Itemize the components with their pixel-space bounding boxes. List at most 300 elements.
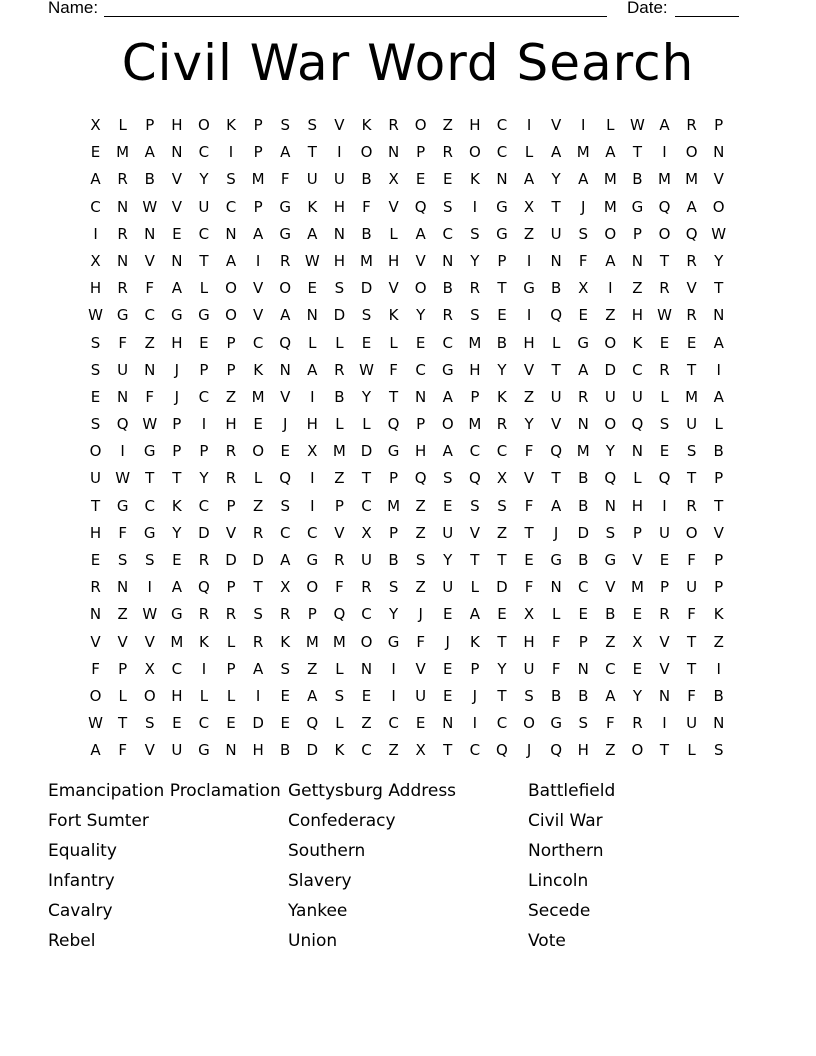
grid-letter[interactable]: S — [280, 659, 290, 678]
grid-letter[interactable]: J — [526, 741, 532, 760]
grid-letter[interactable]: G — [116, 496, 129, 515]
grid-letter[interactable]: U — [686, 714, 698, 733]
grid-letter[interactable]: T — [497, 686, 507, 705]
grid-letter[interactable]: G — [387, 442, 400, 461]
grid-letter[interactable]: P — [172, 442, 182, 461]
grid-letter[interactable]: P — [118, 659, 128, 678]
grid-letter[interactable]: R — [198, 551, 210, 569]
grid-letter[interactable]: D — [252, 551, 264, 569]
grid-letter[interactable]: Y — [416, 306, 426, 325]
grid-letter[interactable]: P — [714, 578, 724, 597]
grid-letter[interactable]: I — [201, 415, 207, 434]
grid-letter[interactable]: P — [226, 578, 236, 597]
grid-letter[interactable]: Z — [605, 306, 616, 325]
grid-letter[interactable]: V — [551, 415, 562, 434]
grid-letter[interactable]: T — [659, 251, 670, 270]
grid-letter[interactable]: G — [387, 632, 400, 651]
grid-letter[interactable]: O — [306, 578, 319, 597]
grid-letter[interactable]: E — [280, 714, 290, 733]
grid-letter[interactable]: F — [362, 197, 371, 216]
grid-letter[interactable]: C — [469, 741, 481, 760]
grid-letter[interactable]: X — [632, 632, 643, 651]
grid-letter[interactable]: L — [253, 469, 263, 488]
grid-letter[interactable]: Z — [523, 224, 535, 243]
grid-letter[interactable]: S — [686, 442, 697, 461]
grid-letter[interactable]: A — [90, 741, 101, 760]
grid-letter[interactable]: C — [605, 659, 616, 678]
grid-letter[interactable]: F — [335, 578, 344, 597]
grid-letter[interactable]: V — [90, 632, 101, 651]
grid-letter[interactable]: P — [416, 143, 426, 162]
grid-letter[interactable]: E — [443, 686, 453, 705]
grid-letter[interactable]: I — [337, 143, 342, 162]
grid-letter[interactable]: U — [659, 523, 670, 542]
grid-letter[interactable]: W — [88, 306, 103, 325]
grid-letter[interactable]: C — [496, 116, 508, 134]
grid-letter[interactable]: R — [117, 224, 128, 243]
grid-letter[interactable]: E — [578, 306, 588, 325]
grid-letter[interactable]: L — [633, 469, 642, 488]
grid-letter[interactable]: N — [550, 251, 562, 270]
grid-letter[interactable]: Y — [551, 170, 561, 189]
grid-letter[interactable]: T — [497, 632, 507, 651]
grid-letter[interactable]: S — [361, 306, 372, 325]
grid-letter[interactable]: V — [334, 116, 345, 134]
grid-letter[interactable]: N — [577, 415, 589, 434]
grid-letter[interactable]: D — [198, 523, 210, 542]
grid-letter[interactable]: S — [253, 605, 263, 624]
grid-letter[interactable]: C — [225, 197, 237, 216]
grid-letter[interactable]: A — [307, 224, 318, 243]
grid-letter[interactable]: R — [252, 632, 264, 651]
grid-letter[interactable]: C — [496, 143, 508, 162]
grid-letter[interactable]: H — [333, 251, 346, 270]
grid-letter[interactable]: D — [252, 714, 264, 733]
grid-letter[interactable]: P — [334, 496, 344, 515]
grid-letter[interactable]: I — [391, 659, 396, 678]
grid-letter[interactable]: Z — [388, 741, 399, 760]
grid-letter[interactable]: X — [307, 442, 318, 461]
grid-letter[interactable]: R — [442, 143, 453, 162]
grid-letter[interactable]: A — [551, 496, 562, 515]
grid-letter[interactable]: E — [90, 551, 101, 569]
grid-letter[interactable]: A — [280, 143, 291, 162]
grid-letter[interactable]: C — [307, 523, 318, 542]
grid-letter[interactable]: Q — [658, 469, 671, 488]
grid-letter[interactable]: T — [687, 632, 697, 651]
grid-letter[interactable]: C — [171, 659, 183, 678]
grid-letter[interactable]: Q — [333, 605, 346, 624]
grid-letter[interactable]: S — [280, 116, 290, 134]
grid-letter[interactable]: I — [120, 442, 125, 461]
grid-letter[interactable]: K — [388, 306, 399, 325]
grid-letter[interactable]: P — [145, 116, 155, 134]
grid-letter[interactable]: E — [524, 551, 534, 569]
grid-letter[interactable]: N — [442, 714, 454, 733]
grid-letter[interactable]: Q — [604, 469, 617, 488]
grid-letter[interactable]: V — [551, 116, 562, 134]
grid-letter[interactable]: F — [91, 659, 100, 678]
grid-letter[interactable]: I — [581, 116, 586, 134]
grid-letter[interactable]: X — [578, 279, 589, 298]
grid-letter[interactable]: X — [90, 116, 101, 134]
grid-letter[interactable]: K — [713, 605, 724, 624]
grid-letter[interactable]: E — [578, 605, 588, 624]
grid-letter[interactable]: A — [713, 333, 724, 352]
grid-letter[interactable]: F — [606, 714, 615, 733]
grid-letter[interactable]: J — [174, 360, 180, 379]
grid-letter[interactable]: L — [199, 279, 209, 298]
grid-letter[interactable]: L — [118, 686, 127, 705]
grid-letter[interactable]: T — [714, 496, 724, 515]
grid-letter[interactable]: O — [198, 116, 210, 134]
grid-letter[interactable]: P — [253, 143, 263, 162]
grid-letter[interactable]: O — [604, 224, 617, 243]
grid-letter[interactable]: P — [307, 605, 317, 624]
grid-letter[interactable]: R — [225, 469, 237, 488]
grid-letter[interactable]: K — [361, 116, 372, 134]
grid-letter[interactable]: E — [172, 714, 182, 733]
grid-letter[interactable]: T — [118, 714, 128, 733]
grid-letter[interactable]: U — [442, 523, 454, 542]
grid-letter[interactable]: O — [360, 143, 373, 162]
grid-letter[interactable]: P — [632, 224, 642, 243]
grid-letter[interactable]: U — [550, 387, 562, 406]
grid-letter[interactable]: W — [359, 360, 374, 379]
grid-letter[interactable]: O — [604, 415, 617, 434]
grid-letter[interactable]: I — [310, 496, 315, 515]
grid-letter[interactable]: H — [631, 496, 644, 515]
grid-letter[interactable]: M — [576, 442, 590, 461]
grid-letter[interactable]: B — [713, 442, 724, 461]
grid-letter[interactable]: M — [305, 632, 319, 651]
grid-letter[interactable]: C — [415, 360, 426, 379]
grid-letter[interactable]: S — [470, 306, 480, 325]
grid-letter[interactable]: U — [117, 360, 129, 379]
grid-letter[interactable]: K — [497, 387, 507, 406]
grid-letter[interactable]: H — [252, 741, 264, 760]
grid-letter[interactable]: E — [280, 686, 290, 705]
grid-letter[interactable]: Y — [470, 251, 480, 270]
grid-letter[interactable]: A — [578, 360, 589, 379]
grid-letter[interactable]: P — [226, 333, 236, 352]
grid-letter[interactable]: C — [252, 333, 264, 352]
grid-letter[interactable]: Z — [252, 496, 264, 515]
grid-letter[interactable]: K — [632, 333, 643, 352]
grid-letter[interactable]: M — [468, 333, 482, 352]
grid-letter[interactable]: E — [443, 170, 453, 189]
grid-letter[interactable]: G — [496, 224, 508, 243]
grid-letter[interactable]: D — [306, 741, 319, 760]
grid-letter[interactable]: B — [280, 741, 291, 760]
grid-letter[interactable]: K — [253, 360, 264, 379]
grid-letter[interactable]: D — [360, 442, 373, 461]
grid-letter[interactable]: J — [282, 415, 288, 434]
grid-letter[interactable]: L — [362, 415, 371, 434]
grid-letter[interactable]: I — [662, 496, 667, 515]
grid-letter[interactable]: F — [524, 578, 534, 597]
grid-letter[interactable]: C — [90, 197, 101, 216]
grid-letter[interactable]: N — [550, 578, 562, 597]
grid-letter[interactable]: O — [143, 686, 156, 705]
grid-letter[interactable]: M — [332, 632, 346, 651]
grid-letter[interactable]: T — [551, 197, 561, 216]
grid-letter[interactable]: N — [631, 442, 644, 461]
grid-letter[interactable]: A — [551, 143, 562, 162]
grid-letter[interactable]: F — [524, 442, 534, 461]
grid-letter[interactable]: S — [524, 686, 534, 705]
grid-letter[interactable]: V — [659, 659, 670, 678]
grid-letter[interactable]: N — [225, 224, 237, 243]
grid-letter[interactable]: D — [333, 306, 346, 325]
grid-letter[interactable]: V — [334, 523, 345, 542]
grid-letter[interactable]: A — [578, 170, 589, 189]
grid-letter[interactable]: L — [335, 415, 344, 434]
grid-letter[interactable]: L — [470, 578, 480, 597]
grid-letter[interactable]: B — [713, 686, 724, 705]
grid-letter[interactable]: I — [662, 714, 667, 733]
grid-letter[interactable]: R — [686, 251, 697, 270]
grid-letter[interactable]: Q — [550, 442, 563, 461]
grid-letter[interactable]: A — [171, 578, 182, 597]
grid-letter[interactable]: B — [578, 496, 589, 515]
grid-letter[interactable]: G — [550, 551, 562, 569]
grid-letter[interactable]: A — [307, 360, 318, 379]
grid-letter[interactable]: X — [280, 578, 291, 597]
grid-letter[interactable]: A — [171, 279, 182, 298]
grid-letter[interactable]: C — [442, 224, 453, 243]
grid-letter[interactable]: E — [443, 605, 453, 624]
grid-letter[interactable]: O — [685, 143, 698, 162]
grid-letter[interactable]: S — [415, 551, 426, 569]
grid-letter[interactable]: I — [526, 116, 532, 134]
grid-letter[interactable]: M — [603, 197, 617, 216]
grid-letter[interactable]: X — [144, 659, 155, 678]
grid-letter[interactable]: T — [497, 551, 507, 569]
grid-letter[interactable]: P — [416, 415, 426, 434]
grid-letter[interactable]: T — [90, 496, 101, 515]
grid-letter[interactable]: R — [334, 551, 345, 569]
grid-letter[interactable]: H — [415, 442, 427, 461]
grid-letter[interactable]: H — [171, 116, 183, 134]
grid-letter[interactable]: G — [143, 523, 156, 542]
grid-letter[interactable]: C — [144, 306, 155, 325]
grid-letter[interactable]: V — [605, 578, 616, 597]
grid-letter[interactable]: B — [550, 279, 562, 298]
grid-letter[interactable]: B — [334, 387, 345, 406]
grid-letter[interactable]: O — [414, 279, 427, 298]
grid-letter[interactable]: G — [631, 197, 644, 216]
grid-letter[interactable]: F — [145, 387, 155, 406]
grid-letter[interactable]: V — [686, 279, 697, 298]
grid-letter[interactable]: T — [361, 469, 372, 488]
grid-letter[interactable]: S — [90, 360, 101, 379]
grid-letter[interactable]: T — [253, 578, 263, 597]
grid-letter[interactable]: S — [280, 496, 290, 515]
grid-letter[interactable]: U — [686, 578, 698, 597]
grid-letter[interactable]: E — [415, 170, 426, 189]
grid-letter[interactable]: A — [252, 659, 264, 678]
grid-letter[interactable]: V — [144, 632, 155, 651]
grid-letter[interactable]: H — [225, 415, 237, 434]
grid-letter[interactable]: R — [578, 387, 589, 406]
grid-letter[interactable]: C — [388, 714, 399, 733]
grid-letter[interactable]: A — [605, 251, 616, 270]
grid-letter[interactable]: F — [578, 251, 588, 270]
grid-letter[interactable]: E — [280, 442, 290, 461]
grid-letter[interactable]: L — [389, 333, 398, 352]
grid-letter[interactable]: K — [280, 632, 291, 651]
grid-letter[interactable]: Y — [632, 686, 642, 705]
grid-letter[interactable]: E — [415, 333, 426, 352]
grid-letter[interactable]: G — [279, 197, 292, 216]
grid-letter[interactable]: V — [280, 387, 291, 406]
grid-letter[interactable]: C — [361, 741, 372, 760]
grid-letter[interactable]: I — [391, 686, 396, 705]
grid-letter[interactable]: E — [199, 333, 209, 352]
grid-letter[interactable]: Y — [443, 551, 453, 569]
grid-letter[interactable]: Q — [414, 197, 427, 216]
grid-letter[interactable]: W — [115, 469, 131, 488]
grid-letter[interactable]: S — [90, 333, 101, 352]
grid-letter[interactable]: R — [686, 496, 697, 515]
grid-letter[interactable]: O — [414, 116, 427, 134]
grid-letter[interactable]: P — [632, 523, 642, 542]
grid-letter[interactable]: Q — [468, 469, 481, 488]
grid-letter[interactable]: D — [604, 360, 617, 379]
grid-letter[interactable]: B — [632, 170, 643, 189]
grid-letter[interactable]: P — [226, 659, 236, 678]
grid-letter[interactable]: T — [551, 469, 561, 488]
grid-letter[interactable]: B — [361, 224, 372, 243]
grid-letter[interactable]: V — [659, 632, 670, 651]
grid-letter[interactable]: I — [662, 143, 667, 162]
grid-letter[interactable]: Y — [361, 387, 372, 406]
grid-letter[interactable]: H — [171, 333, 183, 352]
grid-letter[interactable]: V — [144, 251, 155, 270]
grid-letter[interactable]: O — [225, 279, 237, 298]
grid-letter[interactable]: Q — [116, 415, 129, 434]
grid-letter[interactable]: Z — [117, 605, 128, 624]
grid-letter[interactable]: G — [604, 551, 617, 569]
grid-letter[interactable]: H — [387, 251, 400, 270]
grid-letter[interactable]: Y — [172, 523, 182, 542]
grid-letter[interactable]: F — [416, 632, 425, 651]
grid-letter[interactable]: O — [604, 333, 617, 352]
grid-letter[interactable]: C — [198, 387, 210, 406]
grid-letter[interactable]: C — [198, 143, 210, 162]
grid-letter[interactable]: D — [577, 523, 590, 542]
grid-letter[interactable]: X — [523, 605, 535, 624]
grid-letter[interactable]: O — [441, 415, 454, 434]
grid-letter[interactable]: R — [659, 279, 670, 298]
grid-letter[interactable]: E — [90, 143, 101, 162]
grid-letter[interactable]: T — [199, 251, 209, 270]
grid-letter[interactable]: E — [253, 415, 263, 434]
grid-letter[interactable]: R — [496, 415, 508, 434]
grid-letter[interactable]: X — [496, 469, 508, 488]
grid-letter[interactable]: J — [581, 197, 586, 216]
grid-letter[interactable]: E — [443, 496, 453, 515]
grid-letter[interactable]: R — [225, 442, 237, 461]
grid-letter[interactable]: B — [578, 469, 589, 488]
grid-letter[interactable]: F — [524, 496, 534, 515]
grid-letter[interactable]: N — [117, 578, 129, 597]
grid-letter[interactable]: U — [306, 170, 318, 189]
grid-letter[interactable]: A — [442, 387, 453, 406]
grid-letter[interactable]: C — [361, 605, 372, 624]
grid-letter[interactable]: G — [116, 306, 129, 325]
grid-letter[interactable]: Z — [334, 469, 345, 488]
grid-letter[interactable]: T — [172, 469, 182, 488]
grid-letter[interactable]: W — [711, 224, 727, 243]
grid-letter[interactable]: L — [226, 632, 236, 651]
grid-letter[interactable]: A — [225, 251, 237, 270]
grid-letter[interactable]: I — [310, 469, 315, 488]
name-blank-line[interactable] — [104, 16, 607, 17]
grid-letter[interactable]: V — [523, 469, 535, 488]
grid-letter[interactable]: N — [171, 251, 183, 270]
grid-letter[interactable]: R — [198, 605, 210, 624]
grid-letter[interactable]: N — [442, 251, 454, 270]
grid-letter[interactable]: H — [523, 632, 535, 651]
grid-letter[interactable]: E — [172, 551, 182, 569]
grid-letter[interactable]: N — [117, 197, 129, 216]
grid-letter[interactable]: S — [713, 741, 724, 760]
grid-letter[interactable]: P — [172, 415, 182, 434]
grid-letter[interactable]: P — [497, 251, 507, 270]
grid-letter[interactable]: O — [252, 442, 265, 461]
grid-letter[interactable]: V — [415, 659, 426, 678]
grid-letter[interactable]: I — [472, 197, 478, 216]
grid-letter[interactable]: L — [524, 143, 534, 162]
grid-letter[interactable]: N — [306, 306, 318, 325]
grid-letter[interactable]: T — [388, 387, 399, 406]
grid-letter[interactable]: H — [577, 741, 589, 760]
grid-letter[interactable]: I — [201, 659, 207, 678]
grid-letter[interactable]: Q — [658, 197, 671, 216]
grid-letter[interactable]: O — [279, 279, 292, 298]
grid-letter[interactable]: N — [604, 496, 616, 515]
grid-letter[interactable]: C — [469, 442, 481, 461]
grid-letter[interactable]: P — [714, 116, 724, 134]
grid-letter[interactable]: N — [631, 251, 644, 270]
grid-letter[interactable]: U — [523, 659, 535, 678]
grid-letter[interactable]: A — [605, 686, 616, 705]
grid-letter[interactable]: Z — [307, 659, 318, 678]
grid-letter[interactable]: K — [226, 116, 236, 134]
grid-letter[interactable]: T — [659, 741, 670, 760]
grid-letter[interactable]: V — [225, 523, 237, 542]
grid-letter[interactable]: M — [360, 251, 373, 270]
grid-letter[interactable]: V — [117, 632, 128, 651]
grid-letter[interactable]: F — [118, 523, 127, 542]
grid-letter[interactable]: P — [389, 469, 399, 488]
grid-letter[interactable]: F — [551, 632, 561, 651]
grid-letter[interactable]: M — [576, 143, 590, 162]
grid-letter[interactable]: G — [198, 741, 210, 760]
grid-letter[interactable]: M — [685, 170, 699, 189]
grid-letter[interactable]: R — [225, 605, 237, 624]
grid-letter[interactable]: I — [228, 143, 234, 162]
grid-letter[interactable]: E — [226, 714, 236, 733]
grid-letter[interactable]: X — [523, 197, 535, 216]
grid-letter[interactable]: T — [497, 279, 507, 298]
grid-letter[interactable]: P — [199, 360, 209, 379]
grid-letter[interactable]: R — [361, 578, 372, 597]
grid-letter[interactable]: V — [415, 251, 426, 270]
grid-letter[interactable]: Q — [631, 415, 644, 434]
